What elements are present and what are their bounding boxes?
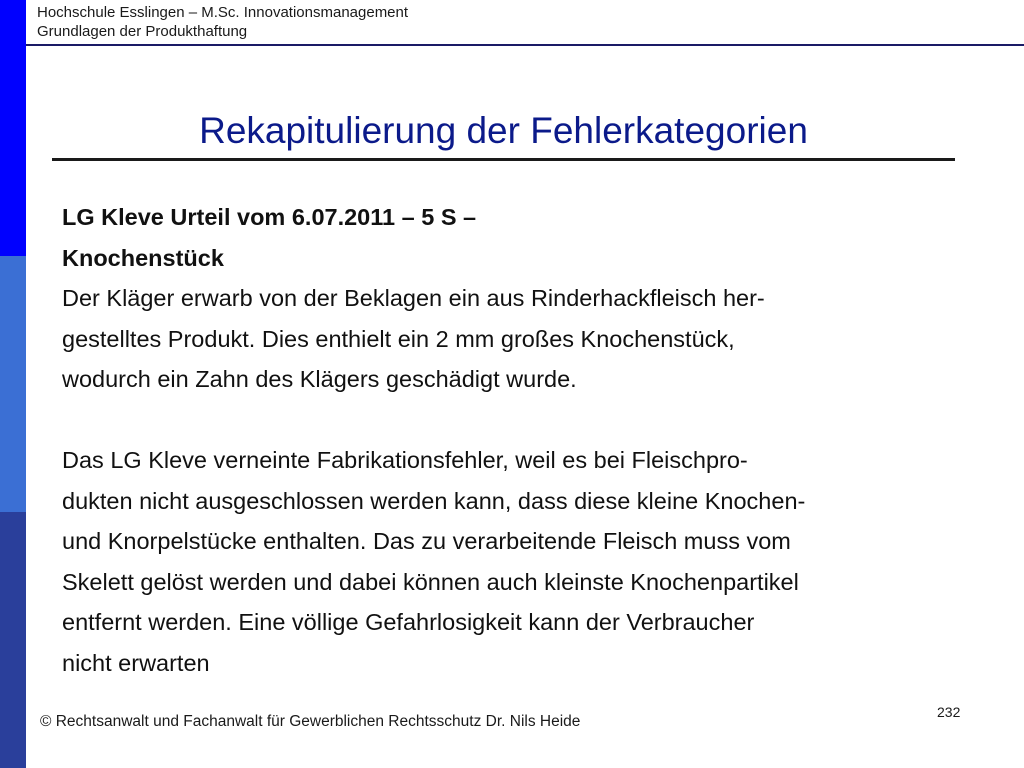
sidebar-segment-middle — [0, 256, 26, 512]
header-divider — [26, 44, 1024, 46]
paragraph-spacer — [62, 400, 992, 441]
paragraph-line: Skelett gelöst werden und dabei können auch kleinste Knochenpartikel — [62, 568, 799, 595]
paragraph-line: wodurch ein Zahn des Klägers geschädigt wurde. — [62, 366, 577, 392]
footer-copyright: © Rechtsanwalt und Fachanwalt für Gewerblichen Rechtsschutz Dr. Nils Heide — [40, 713, 581, 730]
paragraph-line: Das LG Kleve verneinte Fabrikationsfehler, weil es bei Fleischpro- — [62, 447, 748, 473]
page-number: 232 — [937, 704, 961, 720]
paragraph-line: Der Kläger erwarb von der Beklagen ein aus Rinderhackfleisch her- — [62, 285, 765, 311]
case-heading-line: LG Kleve Urteil vom 6.07.2011 – 5 S – — [62, 204, 477, 230]
paragraph-line: dukten nicht ausgeschlossen werden kann, dass diese kleine Knochen- — [62, 487, 806, 514]
sidebar-segment-top — [0, 0, 26, 256]
sidebar-segment-bottom — [0, 512, 26, 768]
header-institution: Hochschule Esslingen – M.Sc. Innovationsmanagement — [37, 4, 409, 21]
header-course: Grundlagen der Produkthaftung — [37, 23, 248, 40]
case-heading-line: Knochenstück — [62, 244, 224, 271]
paragraph-line: entfernt werden. Eine völlige Gefahrlosigkeit kann der Verbraucher — [62, 609, 755, 635]
paragraph-line: und Knorpelstücke enthalten. Das zu verarbeitende Fleisch muss vom — [62, 528, 791, 554]
slide-title: Rekapitulierung der Fehlerkategorien — [199, 110, 808, 151]
sidebar-accent-bar — [0, 0, 26, 768]
title-underline — [52, 158, 955, 161]
paragraph-line: nicht erwarten — [62, 649, 210, 676]
slide-body — [62, 197, 992, 683]
paragraph-line: gestelltes Produkt. Dies enthielt ein 2 mm großes Knochenstück, — [62, 325, 735, 352]
